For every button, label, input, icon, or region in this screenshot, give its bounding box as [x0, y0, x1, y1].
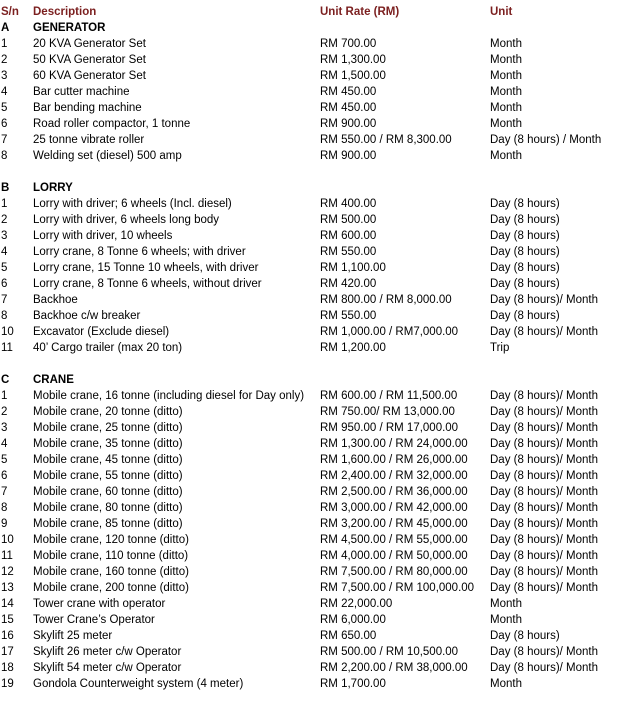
- row-description: Mobile crane, 55 tonne (ditto): [33, 470, 183, 482]
- row-unit-rate: RM 1,700.00: [320, 678, 386, 690]
- row-description: 60 KVA Generator Set: [33, 70, 146, 82]
- row-sn: 3: [1, 422, 8, 434]
- table-row: [0, 308, 618, 324]
- row-unit: Day (8 hours)/ Month: [490, 662, 599, 674]
- row-description: Lorry with driver, 6 wheels long body: [33, 214, 220, 226]
- row-description: Backhoe c/w breaker: [33, 310, 141, 322]
- row-description: Gondola Counterweight system (4 meter): [33, 678, 244, 690]
- section-heading: [0, 180, 618, 196]
- table-row: [0, 260, 618, 276]
- header-description: Description: [33, 6, 97, 18]
- row-unit-rate: RM 4,500.00 / RM 55,000.00: [320, 534, 468, 546]
- row-unit: Month: [490, 598, 522, 610]
- row-unit: Day (8 hours)/ Month: [490, 550, 599, 562]
- row-unit-rate: RM 1,200.00: [320, 342, 386, 354]
- row-sn: 5: [1, 262, 8, 274]
- row-sn: 15: [1, 614, 14, 626]
- row-unit: Day (8 hours)/ Month: [490, 438, 599, 450]
- row-sn: 2: [1, 54, 8, 66]
- row-description: Skylift 25 meter: [33, 630, 113, 642]
- row-unit: Day (8 hours): [490, 198, 560, 210]
- row-unit: Day (8 hours)/ Month: [490, 406, 599, 418]
- row-sn: 8: [1, 502, 8, 514]
- row-unit: Month: [490, 86, 522, 98]
- row-unit-rate: RM 500.00: [320, 214, 377, 226]
- row-unit-rate: RM 650.00: [320, 630, 377, 642]
- row-sn: 4: [1, 86, 8, 98]
- row-unit: Month: [490, 38, 522, 50]
- row-unit: Trip: [490, 342, 510, 354]
- row-sn: 9: [1, 518, 8, 530]
- header-unit: Unit: [490, 6, 513, 18]
- table-row: [0, 500, 618, 516]
- section-id: B: [1, 182, 10, 194]
- row-sn: 5: [1, 102, 8, 114]
- row-unit-rate: RM 700.00: [320, 38, 377, 50]
- table-row: [0, 276, 618, 292]
- row-unit: Month: [490, 70, 522, 82]
- row-unit: Day (8 hours)/ Month: [490, 534, 599, 546]
- row-description: Tower Crane’s Operator: [33, 614, 155, 626]
- table-row: [0, 388, 618, 404]
- row-description: Mobile crane, 20 tonne (ditto): [33, 406, 183, 418]
- row-description: Lorry with driver; 6 wheels (Incl. diesel): [33, 198, 232, 210]
- row-description: Lorry crane, 8 Tonne 6 wheels, without driver: [33, 278, 262, 290]
- table-row: [0, 404, 618, 420]
- row-description: Mobile crane, 25 tonne (ditto): [33, 422, 183, 434]
- row-unit-rate: RM 800.00 / RM 8,000.00: [320, 294, 452, 306]
- row-unit-rate: RM 450.00: [320, 86, 377, 98]
- row-unit-rate: RM 1,300.00 / RM 24,000.00: [320, 438, 468, 450]
- row-description: Skylift 26 meter c/w Operator: [33, 646, 182, 658]
- row-unit-rate: RM 1,100.00: [320, 262, 386, 274]
- row-unit: Day (8 hours): [490, 630, 560, 642]
- row-unit: Day (8 hours)/ Month: [490, 566, 599, 578]
- row-unit: Day (8 hours)/ Month: [490, 486, 599, 498]
- row-unit-rate: RM 6,000.00: [320, 614, 386, 626]
- row-unit-rate: RM 600.00 / RM 11,500.00: [320, 390, 458, 402]
- table-row: [0, 548, 618, 564]
- row-unit: Day (8 hours): [490, 310, 560, 322]
- table-row: [0, 532, 618, 548]
- row-unit-rate: RM 1,500.00: [320, 70, 386, 82]
- section-id: C: [1, 374, 10, 386]
- row-description: Bar cutter machine: [33, 86, 130, 98]
- section-title: GENERATOR: [33, 22, 106, 34]
- row-sn: 12: [1, 566, 14, 578]
- section-id: A: [1, 22, 10, 34]
- table-row: [0, 420, 618, 436]
- row-description: Lorry with driver, 10 wheels: [33, 230, 173, 242]
- row-description: 40’ Cargo trailer (max 20 ton): [33, 342, 183, 354]
- row-unit: Day (8 hours): [490, 262, 560, 274]
- row-unit: Day (8 hours)/ Month: [490, 294, 599, 306]
- row-unit-rate: RM 3,200.00 / RM 45,000.00: [320, 518, 468, 530]
- row-description: Mobile crane, 85 tonne (ditto): [33, 518, 183, 530]
- row-sn: 6: [1, 470, 8, 482]
- row-description: Mobile crane, 80 tonne (ditto): [33, 502, 183, 514]
- row-sn: 7: [1, 486, 8, 498]
- row-unit: Month: [490, 102, 522, 114]
- row-unit: Day (8 hours): [490, 278, 560, 290]
- table-row: [0, 564, 618, 580]
- row-unit-rate: RM 420.00: [320, 278, 377, 290]
- row-sn: 1: [1, 198, 8, 210]
- table-row: [0, 436, 618, 452]
- row-sn: 2: [1, 214, 8, 226]
- row-unit-rate: RM 1,600.00 / RM 26,000.00: [320, 454, 468, 466]
- row-unit: Day (8 hours)/ Month: [490, 326, 599, 338]
- row-unit-rate: RM 550.00: [320, 310, 377, 322]
- row-sn: 6: [1, 118, 8, 130]
- row-sn: 7: [1, 294, 8, 306]
- row-unit-rate: RM 7,500.00 / RM 100,000.00: [320, 582, 475, 594]
- row-sn: 6: [1, 278, 8, 290]
- section-heading: [0, 20, 618, 36]
- row-unit-rate: RM 950.00 / RM 17,000.00: [320, 422, 459, 434]
- row-description: 20 KVA Generator Set: [33, 38, 146, 50]
- row-unit-rate: RM 450.00: [320, 102, 377, 114]
- table-row: [0, 676, 618, 692]
- row-description: Excavator (Exclude diesel): [33, 326, 170, 338]
- row-unit-rate: RM 3,000.00 / RM 42,000.00: [320, 502, 468, 514]
- row-description: Mobile crane, 45 tonne (ditto): [33, 454, 183, 466]
- row-unit: Day (8 hours) / Month: [490, 134, 602, 146]
- row-description: Skylift 54 meter c/w Operator: [33, 662, 182, 674]
- row-unit-rate: RM 1,000.00 / RM7,000.00: [320, 326, 459, 338]
- table-row: [0, 612, 618, 628]
- row-sn: 17: [1, 646, 14, 658]
- table-row: [0, 36, 618, 52]
- table-row: [0, 644, 618, 660]
- row-description: Mobile crane, 16 tonne (including diesel for Day only): [33, 390, 305, 402]
- table-row: [0, 148, 618, 164]
- row-description: Backhoe: [33, 294, 78, 306]
- row-description: Bar bending machine: [33, 102, 142, 114]
- row-sn: 3: [1, 230, 8, 242]
- row-sn: 4: [1, 438, 8, 450]
- row-description: Mobile crane, 35 tonne (ditto): [33, 438, 183, 450]
- table-row: [0, 52, 618, 68]
- row-unit-rate: RM 900.00: [320, 150, 377, 162]
- row-description: Mobile crane, 160 tonne (ditto): [33, 566, 189, 578]
- row-sn: 4: [1, 246, 8, 258]
- table-row: [0, 340, 618, 356]
- row-unit-rate: RM 500.00 / RM 10,500.00: [320, 646, 459, 658]
- row-unit: Day (8 hours): [490, 230, 560, 242]
- row-unit: Day (8 hours)/ Month: [490, 518, 599, 530]
- row-sn: 3: [1, 70, 8, 82]
- row-unit: Day (8 hours)/ Month: [490, 454, 599, 466]
- table-row: [0, 132, 618, 148]
- row-unit-rate: RM 2,500.00 / RM 36,000.00: [320, 486, 468, 498]
- row-sn: 11: [1, 342, 13, 354]
- table-row: [0, 196, 618, 212]
- row-sn: 13: [1, 582, 14, 594]
- row-unit-rate: RM 400.00: [320, 198, 377, 210]
- row-unit-rate: RM 1,300.00: [320, 54, 386, 66]
- row-unit-rate: RM 750.00/ RM 13,000.00: [320, 406, 455, 418]
- section-title: LORRY: [33, 182, 73, 194]
- row-unit: Month: [490, 678, 522, 690]
- table-row: [0, 628, 618, 644]
- row-sn: 10: [1, 326, 14, 338]
- table-row: [0, 324, 618, 340]
- row-unit-rate: RM 600.00: [320, 230, 377, 242]
- table-row: [0, 292, 618, 308]
- row-unit: Day (8 hours): [490, 246, 560, 258]
- row-unit-rate: RM 2,400.00 / RM 32,000.00: [320, 470, 468, 482]
- row-unit-rate: RM 4,000.00 / RM 50,000.00: [320, 550, 468, 562]
- row-unit-rate: RM 900.00: [320, 118, 377, 130]
- row-description: 25 tonne vibrate roller: [33, 134, 145, 146]
- row-sn: 2: [1, 406, 8, 418]
- row-description: Mobile crane, 120 tonne (ditto): [33, 534, 189, 546]
- row-description: 50 KVA Generator Set: [33, 54, 146, 66]
- table-row: [0, 228, 618, 244]
- table-row: [0, 580, 618, 596]
- row-unit-rate: RM 550.00 / RM 8,300.00: [320, 134, 452, 146]
- row-unit: Month: [490, 118, 522, 130]
- row-description: Mobile crane, 110 tonne (ditto): [33, 550, 189, 562]
- table-row: [0, 212, 618, 228]
- table-row: [0, 484, 618, 500]
- row-description: Road roller compactor, 1 tonne: [33, 118, 191, 130]
- row-unit: Day (8 hours)/ Month: [490, 470, 599, 482]
- table-row: [0, 100, 618, 116]
- table-row: [0, 660, 618, 676]
- row-sn: 18: [1, 662, 14, 674]
- row-description: Mobile crane, 200 tonne (ditto): [33, 582, 189, 594]
- row-sn: 1: [1, 38, 8, 50]
- row-unit: Day (8 hours): [490, 214, 560, 226]
- row-unit: Day (8 hours)/ Month: [490, 646, 599, 658]
- header-sn: S/n: [1, 6, 19, 18]
- table-row: [0, 84, 618, 100]
- row-unit: Month: [490, 614, 522, 626]
- row-description: Lorry crane, 8 Tonne 6 wheels; with driver: [33, 246, 246, 258]
- table-row: [0, 68, 618, 84]
- row-unit-rate: RM 7,500.00 / RM 80,000.00: [320, 566, 468, 578]
- table-row: [0, 596, 618, 612]
- row-unit-rate: RM 550.00: [320, 246, 377, 258]
- table-row: [0, 244, 618, 260]
- row-sn: 10: [1, 534, 14, 546]
- row-unit: Day (8 hours)/ Month: [490, 582, 599, 594]
- row-sn: 1: [1, 390, 8, 402]
- row-sn: 19: [1, 678, 14, 690]
- section-heading: [0, 372, 618, 388]
- row-sn: 8: [1, 310, 8, 322]
- row-sn: 14: [1, 598, 14, 610]
- row-sn: 5: [1, 454, 8, 466]
- row-unit: Month: [490, 54, 522, 66]
- row-description: Lorry crane, 15 Tonne 10 wheels, with driver: [33, 262, 259, 274]
- row-unit-rate: RM 22,000.00: [320, 598, 393, 610]
- row-sn: 8: [1, 150, 8, 162]
- row-unit-rate: RM 2,200.00 / RM 38,000.00: [320, 662, 468, 674]
- row-unit: Day (8 hours)/ Month: [490, 390, 599, 402]
- header-unit-rate: Unit Rate (RM): [320, 6, 400, 18]
- row-description: Tower crane with operator: [33, 598, 166, 610]
- row-description: Mobile crane, 60 tonne (ditto): [33, 486, 183, 498]
- row-description: Welding set (diesel) 500 amp: [33, 150, 182, 162]
- table-row: [0, 452, 618, 468]
- row-unit: Day (8 hours)/ Month: [490, 422, 599, 434]
- row-unit: Month: [490, 150, 522, 162]
- table-header: [0, 4, 618, 20]
- section-title: CRANE: [33, 374, 74, 386]
- row-unit: Day (8 hours)/ Month: [490, 502, 599, 514]
- row-sn: 7: [1, 134, 8, 146]
- table-row: [0, 468, 618, 484]
- table-row: [0, 516, 618, 532]
- row-sn: 11: [1, 550, 13, 562]
- row-sn: 16: [1, 630, 14, 642]
- table-row: [0, 116, 618, 132]
